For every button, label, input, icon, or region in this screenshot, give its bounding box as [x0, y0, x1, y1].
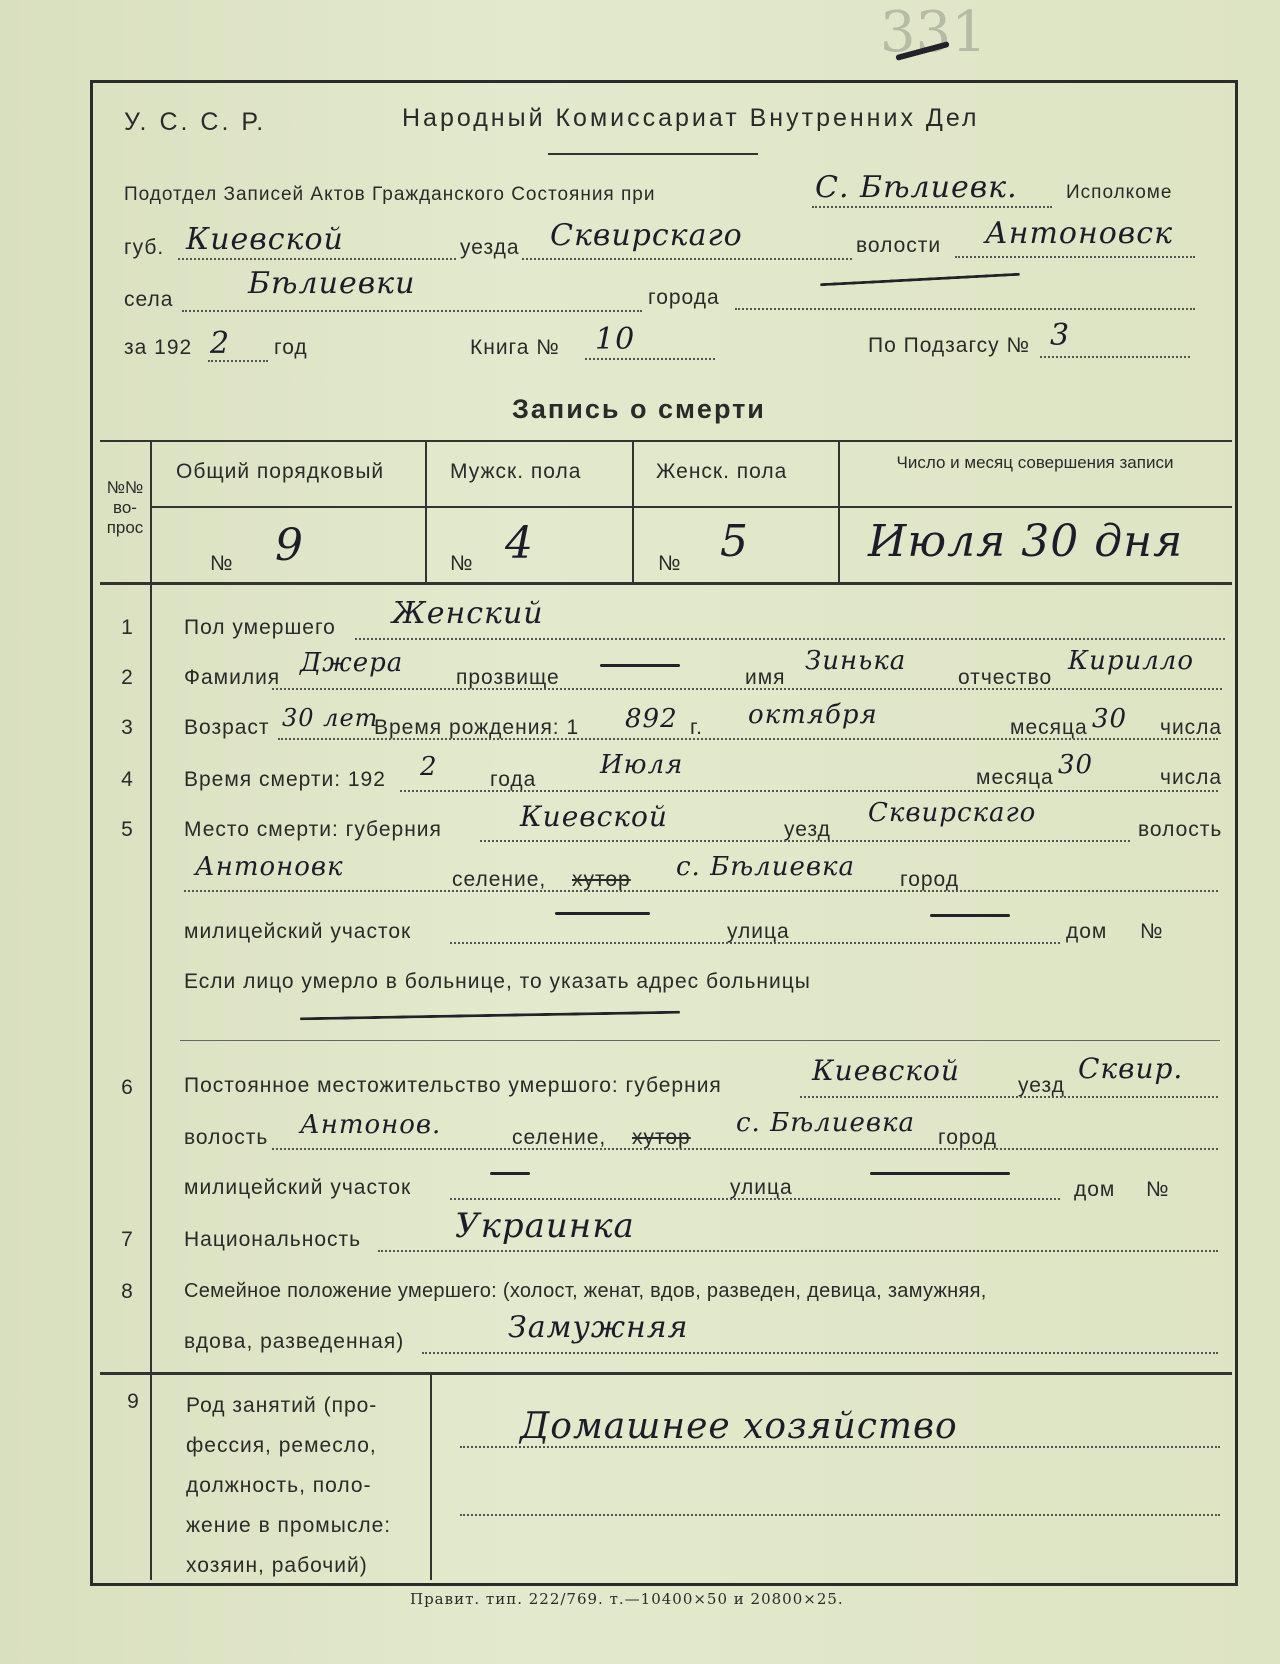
- ministry-title: Народный Комиссариат Внутренних Дел: [402, 104, 980, 132]
- occupation-label-5: хозяин, рабочий): [186, 1554, 368, 1577]
- selo-label: села: [124, 288, 174, 311]
- house-label: дом: [1066, 920, 1108, 943]
- gub-value: Киевской: [186, 222, 344, 257]
- occupation-line-2: [460, 1514, 1220, 1516]
- age-label: Возраст: [184, 716, 270, 739]
- birth-day: 30: [1092, 704, 1128, 734]
- col-total-header: Общий порядковый: [176, 460, 385, 483]
- volost-value: Антоновск: [985, 216, 1173, 251]
- col-rule-3: [838, 440, 840, 582]
- occupation-col-rule: [430, 1372, 432, 1580]
- marital-label-2: вдова, разведенная): [184, 1330, 405, 1353]
- residence-house-label: дом: [1074, 1178, 1116, 1201]
- birth-g-label: г.: [690, 716, 703, 739]
- q-4: 4: [121, 768, 133, 791]
- subdept-label: Подотдел Записей Актов Гражданского Состояния при: [124, 184, 656, 205]
- marital-value: Замужняя: [508, 1310, 689, 1345]
- marital-label: Семейное положение умершего: (холост, женат, вдов, разведен, девица, замужняя,: [184, 1280, 987, 1302]
- question-column-rule: [150, 440, 152, 1580]
- death-day: 30: [1058, 750, 1094, 780]
- uezd-value: Сквирскаго: [550, 218, 743, 253]
- death-year: 2: [420, 752, 438, 782]
- occupation-label-2: фессия, ремесло,: [186, 1434, 377, 1457]
- residence-khutor-label: хутор: [632, 1126, 691, 1149]
- gub-label: губ.: [124, 236, 165, 259]
- residence-house-no-label: №: [1146, 1178, 1170, 1201]
- year-label: за 192: [124, 336, 193, 359]
- death-khutor-label: хутор: [572, 868, 631, 891]
- selo-value: Бѣлиевки: [248, 266, 416, 301]
- sex-line: [355, 638, 1225, 640]
- total-value: 9: [275, 520, 304, 571]
- male-no-sign: №: [450, 552, 474, 575]
- occupation-top-rule: [100, 1372, 1232, 1375]
- patronymic-value: Кирилло: [1068, 646, 1195, 676]
- death-day-label: числа: [1160, 766, 1223, 789]
- book-line: [585, 358, 715, 360]
- residence-gub: Киевской: [812, 1054, 960, 1087]
- republic-label: У. С. С. Р.: [124, 108, 267, 136]
- residence-line-2: [272, 1148, 1218, 1150]
- street-label: улица: [727, 920, 790, 943]
- volost-label: волости: [856, 234, 942, 257]
- record-date-value: Июля 30 дня: [868, 516, 1184, 567]
- residence-gorod-label: город: [938, 1126, 998, 1149]
- residence-volost: Антонов.: [300, 1110, 442, 1140]
- residence-uezd: Сквир.: [1078, 1052, 1184, 1085]
- residence-street-dash: [870, 1172, 1010, 1175]
- name-value: Зинька: [805, 646, 907, 676]
- birth-month: октября: [748, 700, 878, 730]
- death-place-label: Место смерти: губерния: [184, 818, 442, 841]
- nationality-line: [378, 1250, 1218, 1252]
- nickname-dash: [600, 664, 680, 667]
- house-no-label: №: [1140, 920, 1164, 943]
- podzags-label: По Подзагсу №: [868, 334, 1031, 357]
- residence-label: Постоянное местожительство умершого: губерния: [184, 1074, 722, 1097]
- residence-street-label: улица: [730, 1176, 793, 1199]
- death-place-volost: Антоновк: [195, 852, 344, 882]
- female-no-sign: №: [658, 552, 682, 575]
- name-label: имя: [745, 666, 786, 689]
- q-9: 9: [127, 1390, 139, 1413]
- patronymic-label: отчество: [958, 666, 1053, 689]
- volost-line: [955, 256, 1195, 258]
- death-line: [400, 790, 1218, 792]
- death-goda-label: года: [490, 768, 537, 791]
- table-top-rule: [100, 440, 1232, 442]
- section-rule: [180, 1040, 1220, 1041]
- birth-year: 892: [625, 704, 678, 734]
- militia-label: милицейский участок: [184, 920, 412, 943]
- death-selenie-label: селение,: [452, 868, 547, 891]
- birth-line: [278, 738, 1218, 740]
- col-female-header: Женск. пола: [656, 460, 788, 483]
- militia-line: [450, 942, 1060, 944]
- podzags-value: 3: [1050, 318, 1071, 353]
- sex-label: Пол умершего: [184, 616, 336, 639]
- male-value: 4: [505, 518, 534, 569]
- q-6: 6: [121, 1076, 133, 1099]
- residence-selenie: с. Бѣлиевка: [736, 1108, 915, 1138]
- death-gorod-label: город: [900, 868, 960, 891]
- residence-uezd-label: уезд: [1018, 1074, 1065, 1097]
- nationality-value: Украинка: [455, 1206, 635, 1246]
- occupation-line-1: [460, 1446, 1220, 1448]
- total-no-sign: №: [210, 552, 234, 575]
- q-5: 5: [121, 818, 133, 841]
- table-bottom-rule: [100, 582, 1232, 585]
- year-line: [208, 360, 268, 362]
- occupation-label-1: Род занятий (про-: [186, 1394, 378, 1417]
- occupation-label-4: жение в промысле:: [186, 1514, 392, 1537]
- gorod-label: города: [648, 286, 720, 309]
- q-1: 1: [121, 616, 133, 639]
- residence-militia-dash: [490, 1172, 530, 1175]
- occupation-value: Домашнее хозяйство: [520, 1406, 958, 1447]
- residence-militia-line: [450, 1198, 1060, 1200]
- age-value: 30 лет: [282, 704, 379, 732]
- name-line: [272, 688, 1222, 690]
- printer-footer: Правит. тип. 222/769. т.—10400×50 и 20800×25.: [410, 1590, 844, 1608]
- marital-line: [422, 1352, 1218, 1354]
- street-dash: [930, 914, 1010, 917]
- female-value: 5: [720, 516, 749, 567]
- col-date-header: Число и месяц совершения записи: [896, 453, 1174, 472]
- death-place-line-2: [184, 890, 1218, 892]
- book-value: 10: [595, 322, 636, 357]
- death-place-uezd-label: уезд: [784, 818, 831, 841]
- death-place-volost-label: волость: [1138, 818, 1223, 841]
- surname-value: Джера: [300, 648, 404, 678]
- gub-line: [178, 258, 456, 260]
- col-male-header: Мужск. пола: [450, 460, 582, 483]
- birth-label: Время рождения: 1: [374, 716, 580, 739]
- death-place-line: [480, 840, 1130, 842]
- selo-line: [182, 310, 642, 312]
- death-time-label: Время смерти: 192: [184, 768, 386, 791]
- year-value: 2: [210, 326, 231, 361]
- uezd-line: [522, 258, 852, 260]
- death-month-label: месяца: [976, 766, 1054, 789]
- residence-volost-label: волость: [184, 1126, 269, 1149]
- nickname-label: прозвище: [456, 666, 560, 689]
- death-place-gub: Киевской: [520, 800, 668, 833]
- sex-value: Женский: [392, 596, 544, 631]
- uezd-label: уезда: [460, 236, 520, 259]
- podzags-line: [1040, 356, 1190, 358]
- q-2: 2: [121, 666, 133, 689]
- question-header: №№ во-прос: [106, 478, 144, 537]
- birth-day-label: числа: [1160, 716, 1223, 739]
- table-mid-rule: [152, 506, 1232, 508]
- ispolkom-label: Исполкоме: [1066, 182, 1173, 203]
- god-label: год: [274, 336, 308, 359]
- q-7: 7: [121, 1228, 133, 1251]
- header-rule: [548, 153, 758, 155]
- record-title: Запись о смерти: [512, 394, 766, 424]
- col-rule-1: [425, 440, 427, 582]
- col-rule-2: [632, 440, 634, 582]
- subdept-value: С. Бѣлиевк.: [815, 170, 1018, 205]
- death-place-selenie: с. Бѣлиевка: [676, 852, 855, 882]
- death-month: Июля: [600, 750, 684, 780]
- archive-number: 331: [880, 0, 987, 65]
- residence-militia-label: милицейский участок: [184, 1176, 412, 1199]
- hospital-label: Если лицо умерло в больнице, то указать адрес больницы: [184, 970, 811, 993]
- birth-month-label: месяца: [1010, 716, 1088, 739]
- occupation-label-3: должность, поло-: [186, 1474, 372, 1497]
- residence-line: [800, 1096, 1218, 1098]
- book-label: Книга №: [470, 336, 560, 359]
- militia-dash: [555, 912, 650, 915]
- subdept-line: [812, 206, 1052, 208]
- gorod-line: [735, 308, 1195, 310]
- death-place-uezd: Сквирскаго: [868, 798, 1037, 828]
- residence-selenie-label: селение,: [512, 1126, 607, 1149]
- q-3: 3: [121, 716, 133, 739]
- nationality-label: Национальность: [184, 1228, 362, 1251]
- q-8: 8: [121, 1280, 133, 1303]
- surname-label: Фамилия: [184, 666, 281, 689]
